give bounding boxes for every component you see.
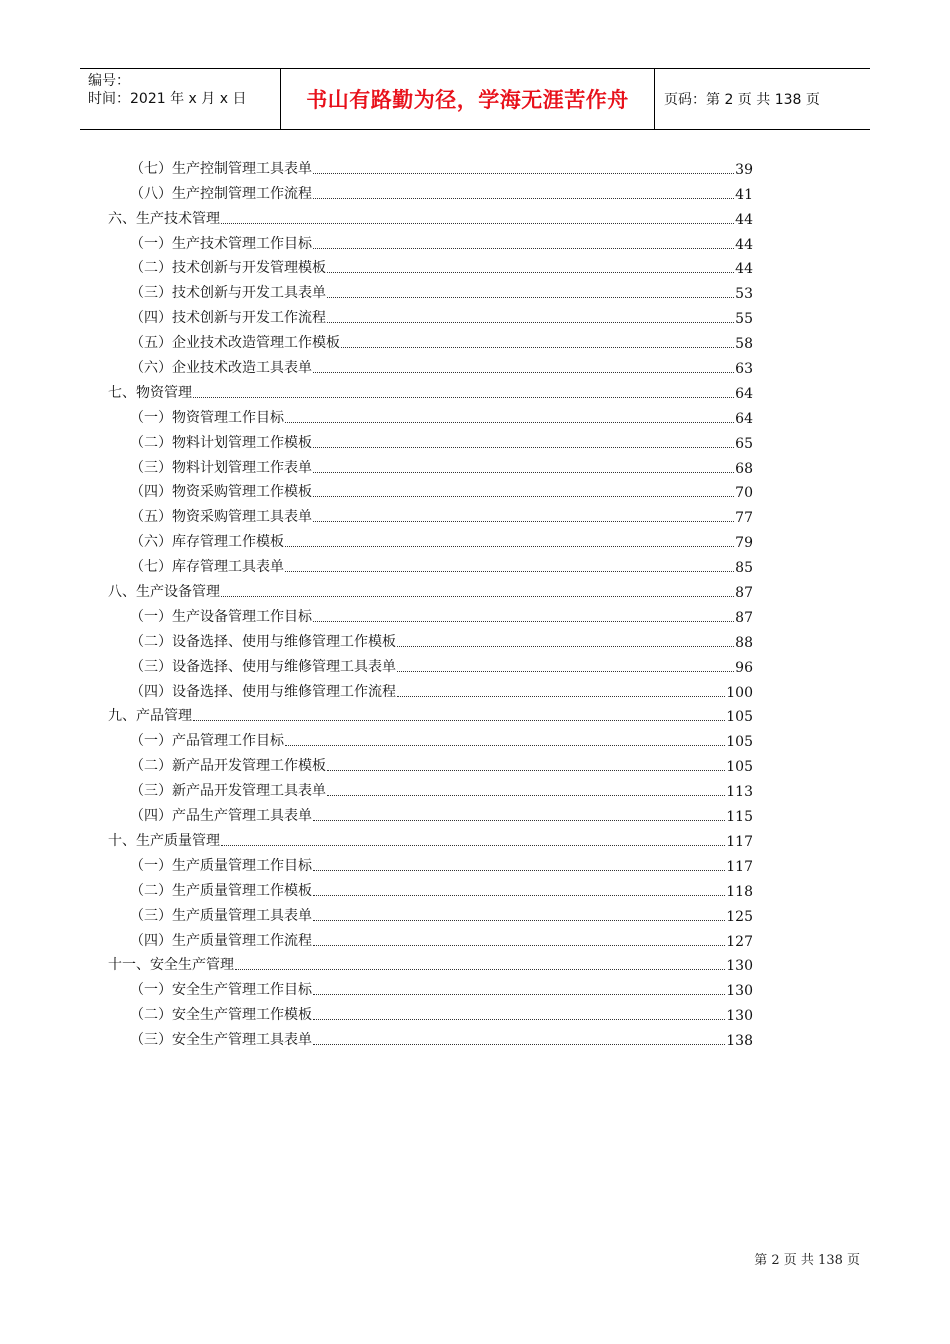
toc-entry-title: 十、生产质量管理 — [108, 832, 220, 849]
toc-section-entry[interactable] — [108, 925, 753, 950]
toc-entry-title: （七）生产控制管理工具表单 — [130, 160, 312, 177]
toc-section-entry[interactable] — [108, 352, 753, 377]
toc-section-entry[interactable] — [108, 775, 753, 800]
toc-section-entry[interactable] — [108, 178, 753, 203]
toc-entry-title: （六）企业技术改造工具表单 — [130, 360, 312, 377]
toc-entry-page: 115 — [726, 809, 753, 826]
toc-entry-page: 117 — [726, 833, 753, 850]
toc-entry-title: （一）物资管理工作目标 — [130, 409, 284, 426]
toc-dot-leader — [313, 198, 734, 199]
toc-entry-page: 79 — [735, 535, 753, 552]
toc-entry-title: 九、产品管理 — [108, 708, 192, 725]
toc-entry-page: 105 — [726, 709, 753, 726]
toc-section-entry[interactable] — [108, 402, 753, 427]
toc-entry-title: （一）生产技术管理工作目标 — [130, 235, 312, 252]
toc-dot-leader — [221, 845, 725, 846]
toc-entry-page: 65 — [735, 435, 753, 452]
toc-section-entry[interactable] — [108, 501, 753, 526]
toc-section-entry[interactable] — [108, 999, 753, 1024]
toc-dot-leader — [193, 720, 725, 721]
toc-entry-page: 64 — [735, 385, 753, 402]
toc-entry-page: 130 — [726, 983, 753, 1000]
toc-entry-title: （六）库存管理工作模板 — [130, 534, 284, 551]
toc-entry-title: （三）技术创新与开发工具表单 — [130, 285, 326, 302]
header-page-number: 页码：第 2 页 共 138 页 — [664, 92, 820, 108]
toc-entry-page: 87 — [735, 585, 753, 602]
toc-entry-page: 130 — [726, 1008, 753, 1025]
toc-entry-page: 127 — [726, 933, 753, 950]
toc-chapter-entry[interactable] — [108, 950, 753, 975]
toc-dot-leader — [285, 546, 734, 547]
toc-dot-leader — [327, 272, 734, 273]
toc-section-entry[interactable] — [108, 800, 753, 825]
toc-entry-title: （五）企业技术改造管理工作模板 — [130, 335, 340, 352]
toc-chapter-entry[interactable] — [108, 576, 753, 601]
toc-entry-title: （三）设备选择、使用与维修管理工具表单 — [130, 658, 396, 675]
toc-section-entry[interactable] — [108, 526, 753, 551]
toc-section-entry[interactable] — [108, 427, 753, 452]
toc-dot-leader — [313, 1044, 725, 1045]
toc-entry-title: （四）物资采购管理工作模板 — [130, 484, 312, 501]
toc-entry-title: （八）生产控制管理工作流程 — [130, 185, 312, 202]
toc-dot-leader — [193, 397, 734, 398]
page-header — [80, 68, 870, 130]
toc-dot-leader — [313, 521, 734, 522]
toc-section-entry[interactable] — [108, 452, 753, 477]
toc-entry-page: 85 — [735, 560, 753, 577]
toc-dot-leader — [285, 745, 725, 746]
footer-page-number: 第 2 页 共 138 页 — [754, 1253, 860, 1268]
toc-dot-leader — [341, 347, 734, 348]
toc-entry-title: （五）物资采购管理工具表单 — [130, 509, 312, 526]
toc-entry-title: （一）安全生产管理工作目标 — [130, 982, 312, 999]
toc-entry-title: 七、物资管理 — [108, 384, 192, 401]
toc-entry-page: 44 — [735, 211, 753, 228]
toc-entry-title: （四）产品生产管理工具表单 — [130, 808, 312, 825]
toc-section-entry[interactable] — [108, 153, 753, 178]
toc-dot-leader — [313, 994, 725, 995]
toc-dot-leader — [313, 920, 725, 921]
toc-dot-leader — [313, 372, 734, 373]
toc-entry-page: 100 — [726, 684, 753, 701]
toc-entry-page: 105 — [726, 734, 753, 751]
toc-entry-page: 39 — [735, 161, 753, 178]
toc-entry-title: （二）安全生产管理工作模板 — [130, 1007, 312, 1024]
toc-entry-title: （二）新产品开发管理工作模板 — [130, 758, 326, 775]
toc-dot-leader — [235, 969, 725, 970]
toc-dot-leader — [313, 820, 725, 821]
document-number-label: 编号： — [88, 73, 130, 89]
toc-section-entry[interactable] — [108, 900, 753, 925]
toc-entry-title: （三）生产质量管理工具表单 — [130, 907, 312, 924]
toc-dot-leader — [313, 447, 734, 448]
toc-dot-leader — [221, 223, 734, 224]
toc-dot-leader — [327, 795, 725, 796]
toc-entry-title: （四）生产质量管理工作流程 — [130, 932, 312, 949]
toc-dot-leader — [397, 646, 734, 647]
toc-entry-title: （一）产品管理工作目标 — [130, 733, 284, 750]
toc-dot-leader — [327, 322, 734, 323]
toc-chapter-entry[interactable] — [108, 701, 753, 726]
toc-entry-page: 63 — [735, 361, 753, 378]
toc-entry-page: 55 — [735, 311, 753, 328]
toc-entry-title: 十一、安全生产管理 — [108, 957, 234, 974]
toc-dot-leader — [313, 870, 725, 871]
toc-entry-page: 41 — [735, 186, 753, 203]
toc-entry-title: （三）安全生产管理工具表单 — [130, 1032, 312, 1049]
toc-entry-page: 44 — [735, 236, 753, 253]
toc-section-entry[interactable] — [108, 228, 753, 253]
toc-dot-leader — [313, 1019, 725, 1020]
toc-entry-title: （七）库存管理工具表单 — [130, 559, 284, 576]
toc-dot-leader — [313, 496, 734, 497]
toc-dot-leader — [397, 696, 725, 697]
toc-section-entry[interactable] — [108, 750, 753, 775]
toc-section-entry[interactable] — [108, 725, 753, 750]
toc-entry-page: 138 — [726, 1033, 753, 1050]
toc-entry-page: 44 — [735, 261, 753, 278]
toc-entry-title: （一）生产设备管理工作目标 — [130, 608, 312, 625]
toc-entry-page: 64 — [735, 410, 753, 427]
toc-section-entry[interactable] — [108, 1024, 753, 1049]
toc-entry-title: （二）设备选择、使用与维修管理工作模板 — [130, 633, 396, 650]
toc-dot-leader — [313, 248, 734, 249]
toc-dot-leader — [285, 422, 734, 423]
toc-entry-page: 58 — [735, 336, 753, 353]
toc-section-entry[interactable] — [108, 676, 753, 701]
toc-dot-leader — [221, 596, 734, 597]
toc-dot-leader — [397, 671, 734, 672]
toc-entry-page: 53 — [735, 286, 753, 303]
toc-entry-title: （二）技术创新与开发管理模板 — [130, 260, 326, 277]
toc-entry-title: （三）新产品开发管理工具表单 — [130, 783, 326, 800]
toc-dot-leader — [313, 895, 725, 896]
toc-section-entry[interactable] — [108, 277, 753, 302]
toc-dot-leader — [327, 770, 725, 771]
toc-entry-title: 六、生产技术管理 — [108, 210, 220, 227]
toc-entry-title: （三）物料计划管理工作表单 — [130, 459, 312, 476]
toc-chapter-entry[interactable] — [108, 203, 753, 228]
header-motto: 书山有路勤为径，学海无涯苦作舟 — [281, 69, 655, 129]
toc-section-entry[interactable] — [108, 875, 753, 900]
toc-chapter-entry[interactable] — [108, 377, 753, 402]
toc-entry-page: 87 — [735, 609, 753, 626]
toc-dot-leader — [327, 297, 734, 298]
toc-dot-leader — [313, 173, 734, 174]
toc-entry-title: （四）设备选择、使用与维修管理工作流程 — [130, 683, 396, 700]
toc-entry-page: 125 — [726, 908, 753, 925]
toc-section-entry[interactable] — [108, 974, 753, 999]
toc-entry-title: （二）生产质量管理工作模板 — [130, 882, 312, 899]
toc-dot-leader — [313, 621, 734, 622]
toc-entry-page: 77 — [735, 510, 753, 527]
toc-entry-page: 113 — [726, 784, 753, 801]
toc-section-entry[interactable] — [108, 477, 753, 502]
toc-section-entry[interactable] — [108, 651, 753, 676]
toc-entry-page: 130 — [726, 958, 753, 975]
toc-dot-leader — [313, 472, 734, 473]
header-meta — [80, 69, 281, 129]
toc-entry-page: 88 — [735, 634, 753, 651]
toc-entry-title: （一）生产质量管理工作目标 — [130, 857, 312, 874]
toc-entry-page: 70 — [735, 485, 753, 502]
toc-entry-page: 96 — [735, 659, 753, 676]
toc-entry-title: （四）技术创新与开发工作流程 — [130, 310, 326, 327]
toc-dot-leader — [285, 571, 734, 572]
toc-section-entry[interactable] — [108, 253, 753, 278]
toc-section-entry[interactable] — [108, 626, 753, 651]
toc-section-entry[interactable] — [108, 327, 753, 352]
toc-entry-title: （二）物料计划管理工作模板 — [130, 434, 312, 451]
toc-dot-leader — [313, 945, 725, 946]
toc-section-entry[interactable] — [108, 850, 753, 875]
toc-entry-title: 八、生产设备管理 — [108, 584, 220, 601]
toc-section-entry[interactable] — [108, 551, 753, 576]
toc-entry-page: 118 — [726, 883, 753, 900]
table-of-contents — [108, 153, 753, 1049]
document-time-label: 时间：2021 年 x 月 x 日 — [88, 91, 247, 107]
toc-section-entry[interactable] — [108, 302, 753, 327]
toc-entry-page: 68 — [735, 460, 753, 477]
toc-entry-page: 105 — [726, 759, 753, 776]
toc-section-entry[interactable] — [108, 601, 753, 626]
toc-entry-page: 117 — [726, 858, 753, 875]
toc-chapter-entry[interactable] — [108, 825, 753, 850]
